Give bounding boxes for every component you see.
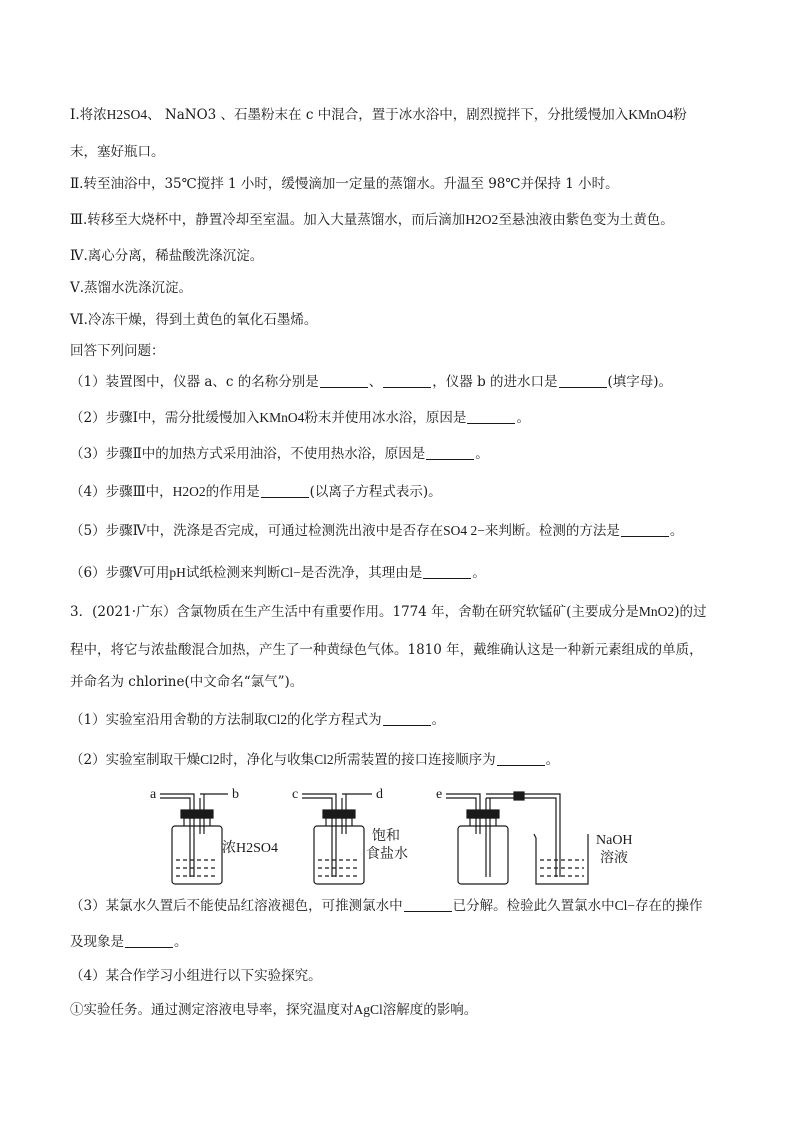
q3-blank[interactable] bbox=[426, 445, 474, 460]
problem-3-intro-2: 程中，将它与浓盐酸混合加热，产生了一种黄绿色气体。1810 年，戴维确认这是一种新元素组成的单质， bbox=[70, 642, 703, 658]
step-1-line-1 bbox=[70, 105, 687, 125]
q5-text-b: 来判断。检测的方法是 bbox=[484, 523, 620, 539]
port-label-a: a bbox=[150, 787, 157, 802]
p3-3-text-c: 存在的操作 bbox=[634, 898, 703, 914]
p3-task-agcl: AgCl bbox=[353, 1002, 383, 1017]
q1-blank-1[interactable] bbox=[320, 373, 368, 388]
naoh-beaker bbox=[534, 834, 588, 884]
p3-2-cl2-b: Cl2 bbox=[314, 752, 334, 767]
p3-intro-text-a: 3．(2021·广东）含氯物质在生产生活中有重要作用。1774 年，舍勒在研究软锰矿(主要成分是 bbox=[70, 604, 639, 620]
q3-text-b: 。 bbox=[475, 446, 489, 462]
step-1-text-a: Ⅰ.将浓 bbox=[70, 107, 107, 123]
problem-3-part-2 bbox=[70, 750, 559, 770]
p3-task-text-b: 溶解度的影响。 bbox=[382, 1002, 478, 1018]
q2-blank[interactable] bbox=[467, 409, 515, 424]
beaker-label-2: 溶液 bbox=[600, 851, 628, 866]
step-6: Ⅵ.冷冻干燥，得到土黄色的氧化石墨烯。 bbox=[70, 312, 318, 328]
q2-text-b: 粉末并使用冰水浴，原因是 bbox=[304, 410, 467, 426]
step-3-h2o2: H2O2 bbox=[465, 212, 499, 227]
step-2: Ⅱ.转至油浴中，35℃搅拌 1 小时，缓慢滴加一定量的蒸馏水。升温至 98℃并保持 1 小时。 bbox=[70, 176, 619, 192]
p3-2-text-c: 所需装置的接口连接顺序为 bbox=[333, 752, 496, 768]
step-5: Ⅴ.蒸馏水洗涤沉淀。 bbox=[70, 280, 193, 296]
q6-text-b: 试纸检测来判断 bbox=[185, 565, 281, 581]
gas-washing-bottle-2 bbox=[302, 794, 372, 884]
problem-3-part-4: （4）某合作学习小组进行以下实验探究。 bbox=[70, 968, 322, 984]
q6-blank[interactable] bbox=[423, 564, 471, 579]
q5-blank[interactable] bbox=[621, 522, 669, 537]
port-label-b: b bbox=[232, 787, 239, 802]
p3-3-text-a: （3）某氯水久置后不能使品红溶液褪色，可推测氯水中 bbox=[70, 898, 403, 914]
question-2 bbox=[70, 408, 530, 428]
problem-3-part-3-line-1 bbox=[70, 896, 702, 916]
p3-3-text-b: 已分解。检验此久置氯水中 bbox=[452, 898, 615, 914]
q2-text-c: 。 bbox=[516, 410, 530, 426]
bottle-1-label: 浓H2SO4 bbox=[222, 841, 279, 856]
p3-3-text-e: 。 bbox=[174, 934, 188, 950]
p3-1-text-b: 的化学方程式为 bbox=[287, 712, 382, 728]
question-5 bbox=[70, 521, 683, 541]
port-label-c: c bbox=[292, 787, 299, 802]
question-3 bbox=[70, 444, 489, 464]
q4-text-b: 的作用是 bbox=[205, 484, 260, 500]
q6-text-c: 是否洗净，其理由是 bbox=[300, 565, 423, 581]
problem-3-task bbox=[70, 1000, 477, 1020]
step-1-text-c: 粉 bbox=[673, 107, 687, 123]
problem-3-intro-1 bbox=[70, 602, 706, 622]
p3-3-blank-2[interactable] bbox=[125, 933, 173, 948]
answer-prompt: 回答下列问题： bbox=[70, 343, 165, 359]
p3-2-text-a: （2）实验室制取干燥 bbox=[70, 752, 201, 768]
p3-task-text-a: ①实验任务。通过测定溶液电导率，探究温度对 bbox=[70, 1002, 354, 1018]
q5-text-a: （5）步骤Ⅳ中，洗涤是否完成，可通过检测洗出液中是否存在 bbox=[70, 523, 444, 539]
bottle-2-label-2: 食盐水 bbox=[366, 847, 408, 862]
step-1-h2so4: H2SO4 bbox=[106, 107, 148, 122]
question-4 bbox=[70, 482, 442, 502]
q4-h2o2: H2O2 bbox=[172, 484, 206, 499]
p3-intro-text-b: )的过 bbox=[674, 604, 707, 620]
q6-ph: pH bbox=[169, 565, 186, 580]
q1-blank-3[interactable] bbox=[559, 373, 607, 388]
q6-text-a: （6）步骤Ⅴ可用 bbox=[70, 565, 170, 581]
p3-2-cl2-a: Cl2 bbox=[200, 752, 220, 767]
step-3-text-b: 至悬浊液由紫色变为土黄色。 bbox=[498, 212, 674, 228]
beaker-label-1: NaOH bbox=[596, 833, 633, 848]
p3-1-text-a: （1）实验室沿用舍勒的方法制取 bbox=[70, 712, 268, 728]
q6-text-d: 。 bbox=[472, 565, 486, 581]
q5-text-c: 。 bbox=[669, 523, 684, 539]
q4-text-c: (以离子方程式表示)。 bbox=[309, 484, 442, 500]
p3-1-cl2: Cl2 bbox=[267, 712, 288, 727]
q2-text-a: （2）步骤Ⅰ中，需分批缓慢加入 bbox=[70, 410, 260, 426]
p3-3-chloride: Cl− bbox=[614, 898, 635, 913]
p3-2-text-b: 时，净化与收集 bbox=[219, 752, 315, 768]
q3-text-a: （3）步骤Ⅱ中的加热方式采用油浴，不使用热水浴，原因是 bbox=[70, 446, 426, 462]
step-1-line-2: 末，塞好瓶口。 bbox=[70, 144, 165, 160]
question-6 bbox=[70, 563, 486, 583]
step-4: Ⅳ.离心分离，稀盐酸洗涤沉淀。 bbox=[70, 248, 264, 264]
q4-text-a: （4）步骤Ⅲ中， bbox=[70, 484, 173, 500]
problem-3-part-3-line-2 bbox=[70, 932, 188, 952]
gas-washing-bottle-1 bbox=[160, 794, 228, 884]
p3-3-text-d: 及现象是 bbox=[70, 934, 124, 950]
p3-2-text-d: 。 bbox=[545, 752, 560, 768]
q6-chloride: Cl− bbox=[280, 565, 301, 580]
question-1 bbox=[70, 372, 672, 392]
step-1-text-b: 、 NaNO3 、石墨粉末在 c 中混合，置于冰水浴中，剧烈搅拌下，分批缓慢加入 bbox=[147, 107, 629, 123]
q2-kmno4: KMnO4 bbox=[259, 410, 305, 425]
apparatus-diagram bbox=[140, 782, 660, 892]
step-3 bbox=[70, 210, 674, 230]
p3-mno2: MnO2 bbox=[638, 604, 675, 619]
q1-text-a: （1）装置图中，仪器 a、c 的名称分别是 bbox=[70, 374, 319, 390]
step-3-text-a: Ⅲ.转移至大烧杯中，静置冷却至室温。加入大量蒸馏水，而后滴加 bbox=[70, 212, 466, 228]
p3-1-text-c: 。 bbox=[431, 712, 446, 728]
p3-3-blank-1[interactable] bbox=[404, 897, 452, 912]
q4-blank[interactable] bbox=[261, 483, 309, 498]
q1-text-b: 、 bbox=[368, 374, 383, 390]
q1-blank-2[interactable] bbox=[383, 373, 431, 388]
collection-bottle bbox=[446, 792, 560, 884]
problem-3-part-1 bbox=[70, 710, 445, 730]
p3-2-blank[interactable] bbox=[497, 751, 545, 766]
port-label-d: d bbox=[376, 787, 383, 802]
q1-text-d: (填字母)。 bbox=[607, 374, 673, 390]
step-1-kmno4: KMnO4 bbox=[628, 107, 674, 122]
problem-3-intro-3: 并命名为 chlorine(中文命名“氯气”)。 bbox=[70, 674, 304, 690]
q1-text-c: ，仪器 b 的进水口是 bbox=[432, 374, 558, 390]
bottle-2-label-1: 饱和 bbox=[372, 829, 400, 844]
q5-sulfate: SO4 2− bbox=[443, 523, 485, 538]
p3-1-blank[interactable] bbox=[383, 711, 431, 726]
port-label-e: e bbox=[436, 787, 443, 802]
